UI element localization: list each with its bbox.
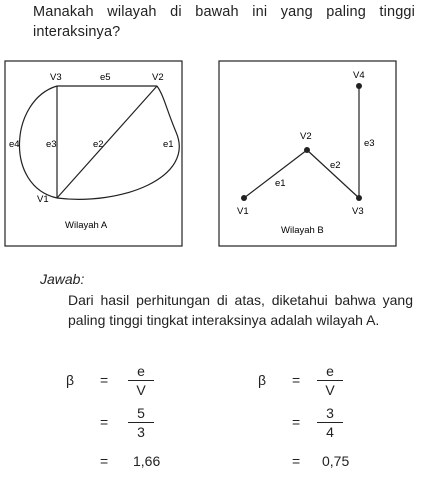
denominator: V [136, 382, 146, 398]
equals-sign: = [292, 453, 301, 469]
equals-sign: = [292, 372, 301, 388]
question-text: Manakah wilayah di bawah ini yang paling tinggi interaksinya? [33, 4, 415, 40]
vertex-label: V2 [300, 131, 312, 142]
result-value: 1,66 [133, 453, 161, 469]
equals-sign: = [292, 414, 301, 430]
figure-b-caption: Wilayah B [281, 225, 324, 236]
beta-symbol: β [66, 372, 75, 388]
denominator: V [325, 382, 335, 398]
edge-curve-v1-v2 [57, 86, 179, 199]
vertex-label: V1 [237, 206, 249, 217]
fraction [317, 406, 343, 440]
fraction-bar [128, 422, 154, 423]
figure-wilayah-b [219, 61, 396, 246]
edge-label: e1 [275, 178, 286, 189]
fraction-bar [317, 380, 343, 381]
vertex-dot-v4 [356, 83, 362, 89]
edge-v2-v3 [307, 150, 359, 198]
vertex-label: V3 [50, 72, 62, 83]
beta-symbol: β [258, 372, 267, 388]
edge-label: e4 [9, 139, 20, 150]
edge-v1-v2 [57, 86, 157, 198]
vertex-label: V1 [37, 194, 49, 205]
denominator: 3 [137, 424, 145, 440]
numerator: e [326, 363, 334, 379]
vertex-label: V2 [152, 72, 164, 83]
equals-sign: = [100, 453, 109, 469]
equals-sign: = [100, 372, 109, 388]
fraction-bar [128, 380, 154, 381]
vertex-label: V4 [353, 70, 365, 81]
figure-a-caption: Wilayah A [65, 220, 108, 231]
edge-label: e5 [100, 72, 111, 83]
numerator: 5 [137, 405, 145, 421]
edge-label: e3 [46, 139, 57, 150]
vertex-dot-v3 [356, 195, 362, 201]
answer-paragraph: Dari hasil perhitungan di atas, diketahui bahwa yang paling tinggi tingkat interaksinya adalah wilayah A. [68, 292, 413, 328]
edge-label: e2 [93, 139, 104, 150]
fraction [128, 364, 154, 398]
vertex-label: V3 [352, 206, 364, 217]
fraction-bar [317, 422, 343, 423]
vertex-dot-v1 [241, 195, 247, 201]
figure-b-frame [219, 61, 396, 246]
figure-a-frame [5, 61, 182, 246]
edge-label: e2 [330, 160, 341, 171]
numerator: 3 [326, 405, 334, 421]
answer-label: Jawab: [40, 271, 85, 287]
numerator: e [137, 363, 145, 379]
graph-figures [0, 60, 424, 250]
edge-label: e1 [163, 139, 174, 150]
edge-v1-v2 [244, 150, 307, 198]
result-value: 0,75 [322, 453, 350, 469]
fraction [317, 364, 343, 398]
denominator: 4 [326, 424, 334, 440]
fraction [128, 406, 154, 440]
figure-wilayah-a [5, 61, 182, 246]
vertex-dot-v2 [304, 147, 310, 153]
edge-label: e3 [364, 138, 375, 149]
equals-sign: = [100, 414, 109, 430]
